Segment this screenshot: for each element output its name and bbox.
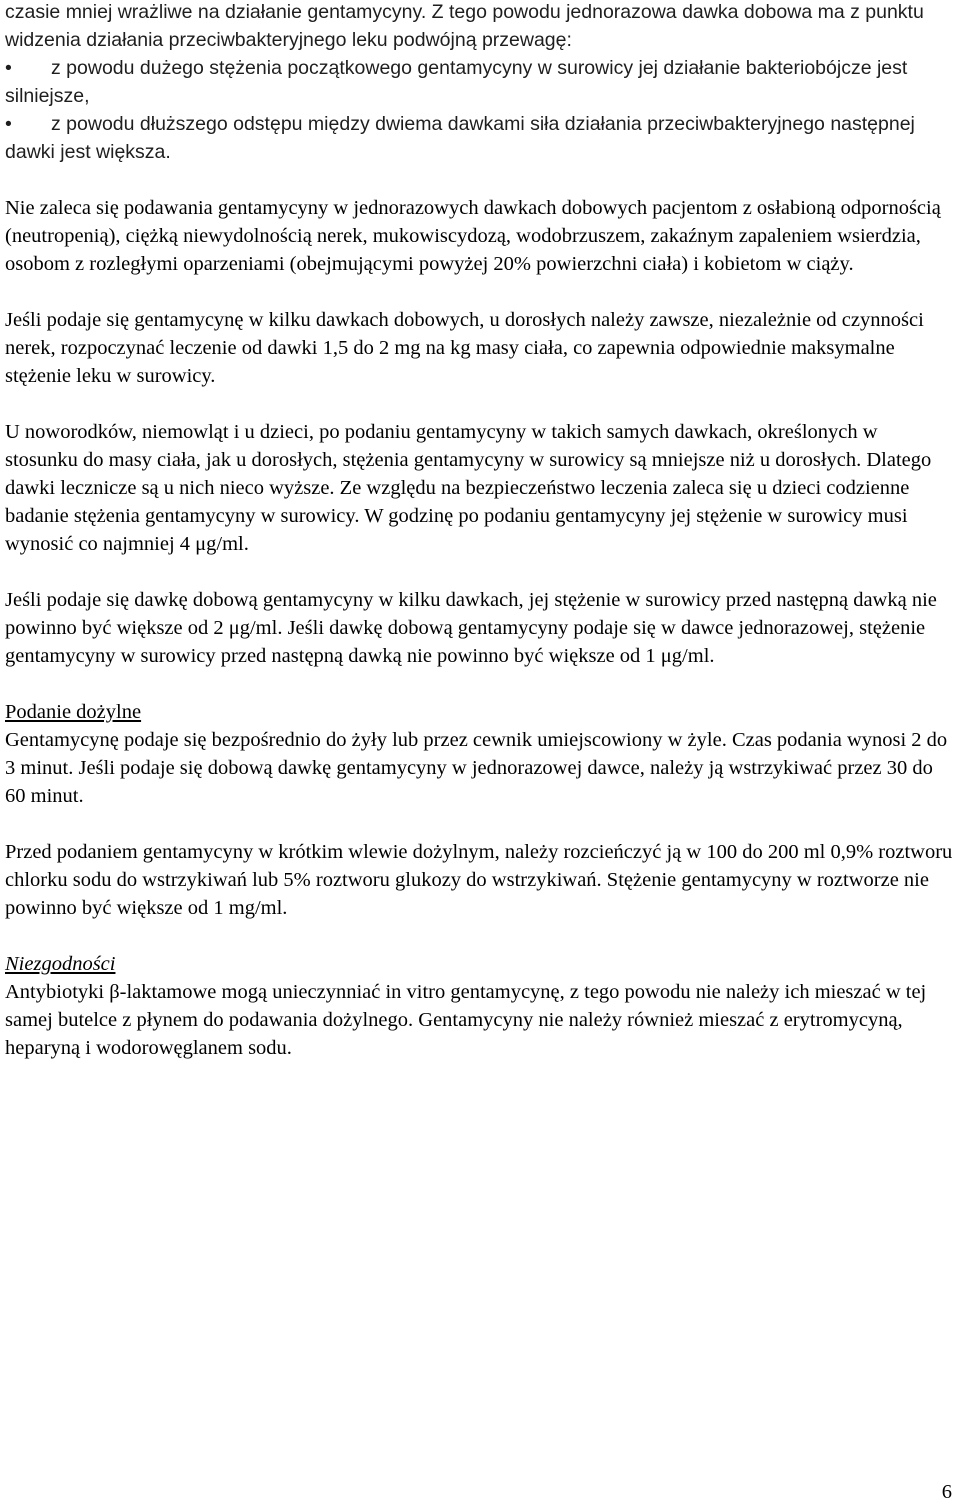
paragraph-contraindications: Nie zaleca się podawania gentamycyny w jednorazowych dawkach dobowych pacjentom z osłabioną odpornością (neutropenią), ciężką niewydolnością nerek, mukowiscydozą, wodobrzuszem, zakaźnym zapaleniem wsierdzia, osobom z rozległymi oparzeniami (obejmującymi powyżej 20% powierzchni ciała) i kobietom w ciąży. xyxy=(5,197,941,275)
bullet-text-1: z powodu dużego stężenia początkowego gentamycyny w surowicy jej działanie bakteriobójcze jest silniejsze, xyxy=(5,57,908,107)
paragraph-iv-administration: Gentamycynę podaje się bezpośrednio do żyły lub przez cewnik umiejscowiony w żyle. Czas podania wynosi 2 do 3 minut. Jeśli podaje się dobową dawkę gentamycyny w jednorazowej dawce, należy ją wstrzykiwać przez 30 do 60 minut. xyxy=(5,729,948,807)
paragraph-infusion: Przed podaniem gentamycyny w krótkim wlewie dożylnym, należy rozcieńczyć ją w 100 do 200 ml 0,9% roztworu chlorku sodu do wstrzykiwań lub 5% roztworu glukozy do wstrzykiwań. Stężenie gentamycyny w roztworze nie powinno być większe od 1 mg/ml. xyxy=(5,841,953,919)
paragraph-incompatibilities: Antybiotyki β-laktamowe mogą unieczynniać in vitro gentamycynę, z tego powodu nie należy ich mieszać w tej samej butelce z płynem do podawania dożylnego. Gentamycyny nie należy również mieszać z erytromycyną, heparyną i wodorowęglanem sodu. xyxy=(5,981,927,1059)
bullet-text-2: z powodu dłuższego odstępu między dwiema dawkami siła działania przeciwbakteryjnego następnej dawki jest większa. xyxy=(5,113,915,163)
paragraph-serum-levels: Jeśli podaje się dawkę dobową gentamycyny w kilku dawkach, jej stężenie w surowicy przed następną dawką nie powinno być większe od 2 μg/ml. Jeśli dawkę dobową gentamycyny podaje się w dawce jednorazowej, stężenie gentamycyny w surowicy przed następną dawką nie powinno być większe od 1 μg/ml. xyxy=(5,589,937,667)
bullet-item-2 xyxy=(5,110,955,166)
section-heading-iv: Podanie dożylne xyxy=(5,701,142,723)
section-heading-incompatibilities: Niezgodności xyxy=(5,953,116,975)
paragraph-pediatric-dosing: U noworodków, niemowląt i u dzieci, po podaniu gentamycyny w takich samych dawkach, określonych w stosunku do masy ciała, jak u dorosłych, stężenia gentamycyny w surowicy są mniejsze niż u dorosłych. Dlatego dawki lecznicze są u nich nieco wyższe. Ze względu na bezpieczeństwo leczenia zaleca się u dzieci codzienne badanie stężenia gentamycyny w surowicy. W godzinę po podaniu gentamycyny jej stężenie w surowicy musi wynosić co najmniej 4 μg/ml. xyxy=(5,421,932,555)
paragraph-adult-dosing: Jeśli podaje się gentamycynę w kilku dawkach dobowych, u dorosłych należy zawsze, niezależnie od czynności nerek, rozpoczynać leczenie od dawki 1,5 do 2 mg na kg masy ciała, co zapewnia odpowiednie maksymalne stężenie leku w surowicy. xyxy=(5,309,924,387)
intro-paragraph: czasie mniej wrażliwe na działanie gentamycyny. Z tego powodu jednorazowa dawka dobowa ma z punktu widzenia działania przeciwbakteryjnego leku podwójną przewagę: xyxy=(5,1,924,51)
bullet-dot: • xyxy=(5,57,12,79)
bullet-item-1 xyxy=(5,54,955,110)
bullet-dot: • xyxy=(5,113,12,135)
page-number: 6 xyxy=(941,1481,952,1503)
document-page xyxy=(5,0,955,1062)
